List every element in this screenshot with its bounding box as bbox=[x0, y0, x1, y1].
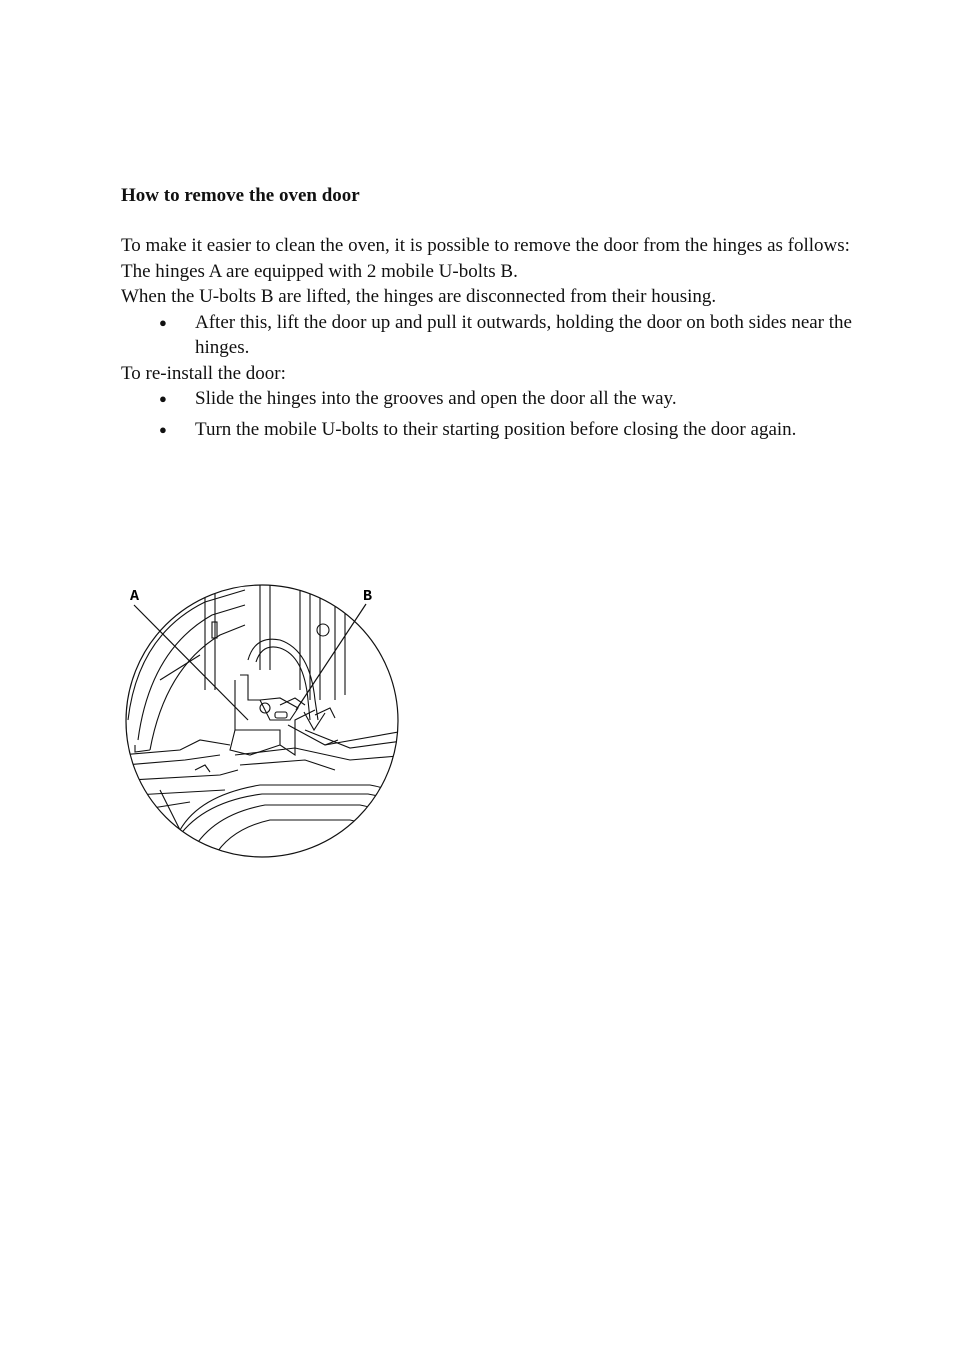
callout-label-a: A bbox=[130, 588, 140, 605]
bullet-icon: ● bbox=[159, 314, 167, 330]
list-item bbox=[121, 310, 881, 361]
leader-line-b bbox=[296, 604, 366, 710]
list-item bbox=[121, 386, 881, 412]
callout-label-b: B bbox=[363, 588, 373, 605]
removal-steps-list bbox=[121, 310, 881, 361]
hinge-drawing bbox=[120, 580, 410, 865]
list-item-text: After this, lift the door up and pull it outwards, holding the door on both sides near the hinges. bbox=[195, 311, 852, 358]
leader-line-a bbox=[134, 605, 248, 720]
bullet-icon: ● bbox=[159, 421, 167, 437]
detail-circle bbox=[126, 585, 398, 857]
reinstall-heading: To re-install the door: bbox=[121, 362, 286, 384]
hinge-illustration bbox=[120, 580, 410, 865]
hinges-paragraph: The hinges A are equipped with 2 mobile U-bolts B. bbox=[121, 260, 518, 282]
list-item-text: Slide the hinges into the grooves and open the door all the way. bbox=[195, 388, 677, 409]
reinstall-steps-list bbox=[121, 386, 881, 442]
hinge-detail-drawing bbox=[120, 580, 410, 865]
bullet-icon: ● bbox=[159, 391, 167, 406]
list-item bbox=[121, 417, 881, 443]
section-heading: How to remove the oven door bbox=[121, 185, 360, 206]
lift-paragraph: When the U-bolts B are lifted, the hinges are disconnected from their housing. bbox=[121, 286, 717, 307]
list-item-text: Turn the mobile U-bolts to their starting position before closing the door again. bbox=[195, 418, 797, 440]
instructions-body bbox=[121, 233, 881, 442]
intro-paragraph: To make it easier to clean the oven, it is possible to remove the door from the hinges as follows: bbox=[121, 235, 850, 256]
